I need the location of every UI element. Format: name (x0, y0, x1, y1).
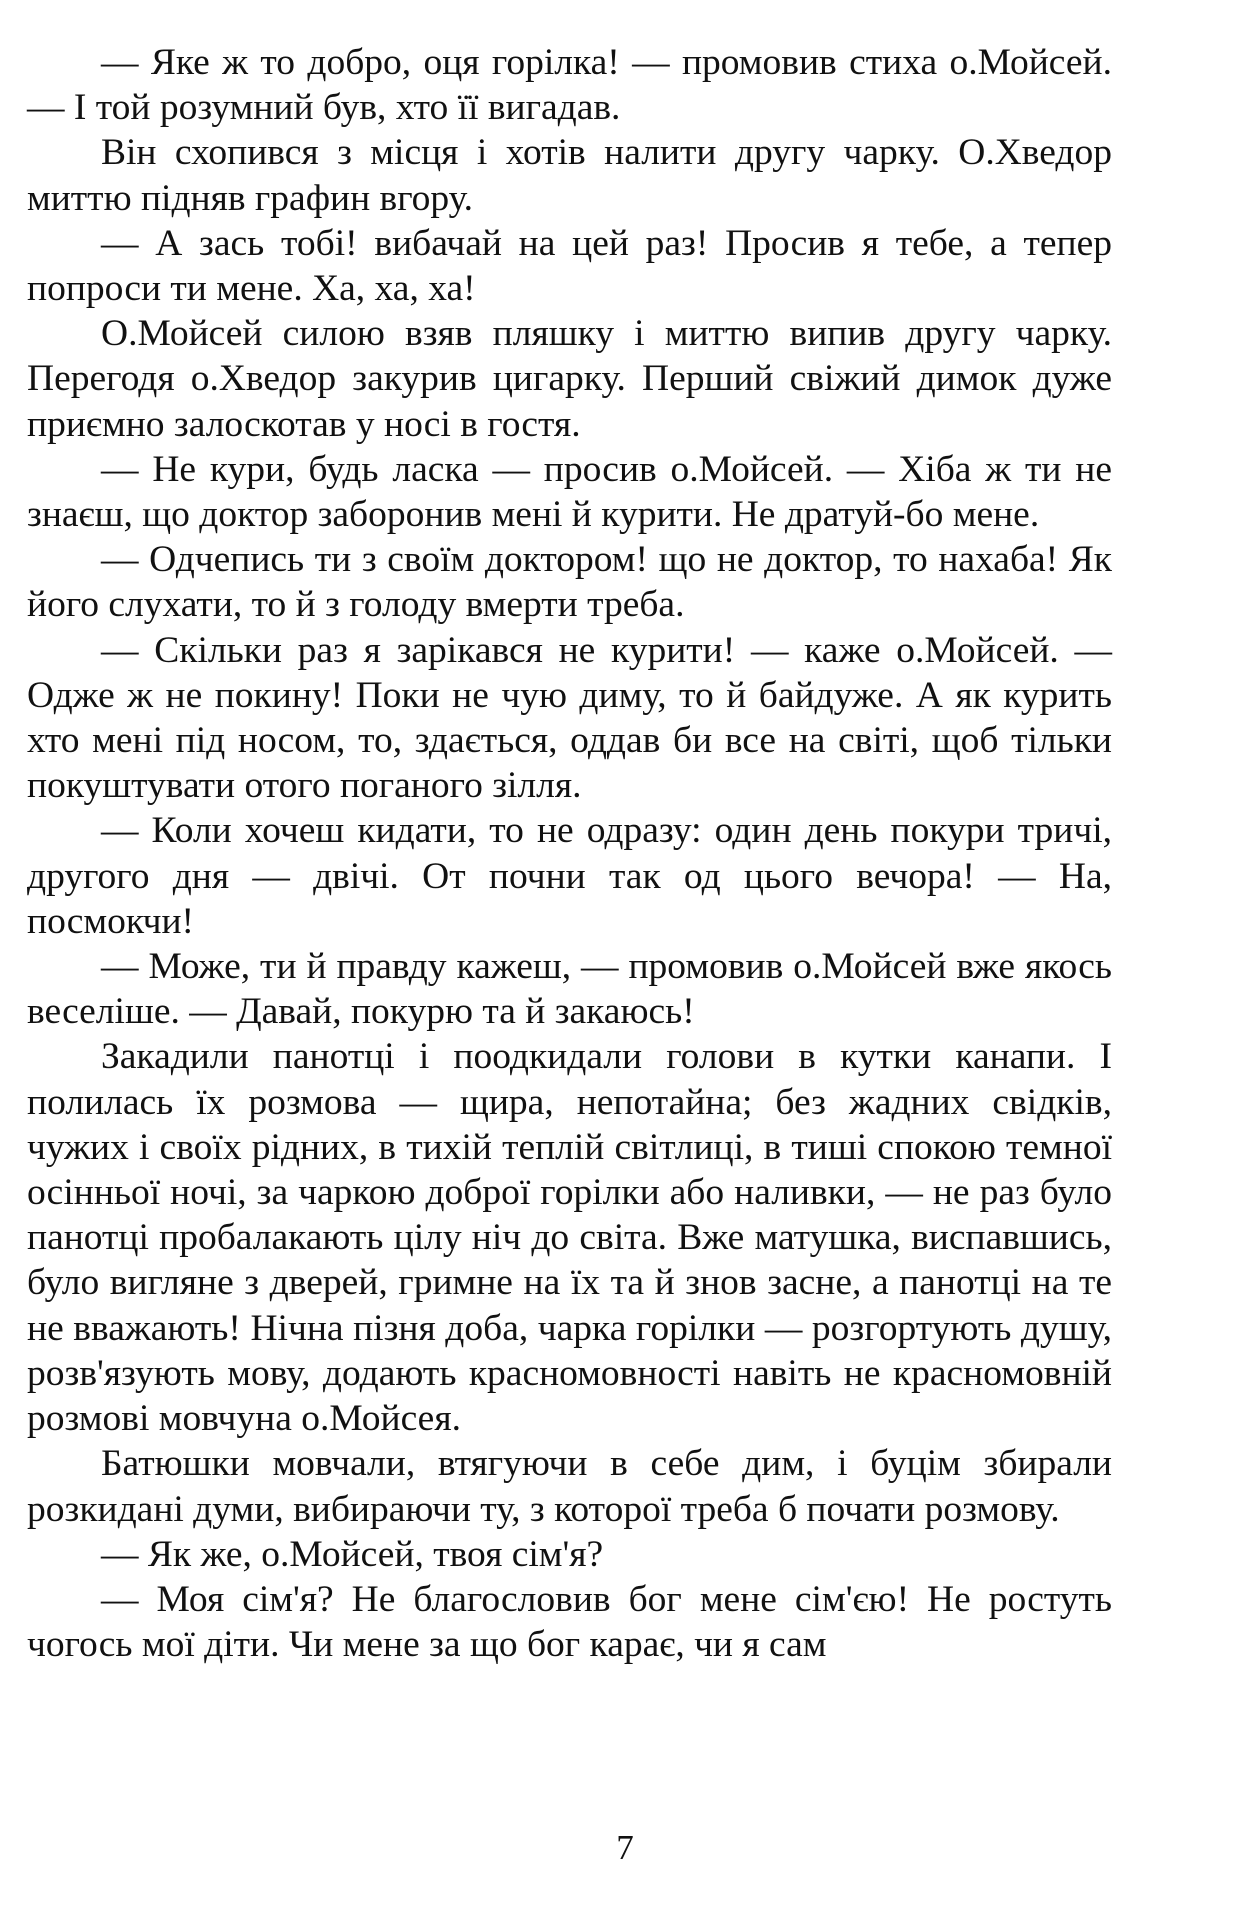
paragraph: — Може, ти й правду кажеш, — промовив о.Мойсей вже якось веселіше. — Давай, покурю та й закаюсь! (27, 946, 1112, 1033)
paragraph: Батюшки мовчали, втягуючи в себе дим, і буцім збирали розкидані думи, вибираючи ту, з которої треба б почати розмову. (27, 1443, 1112, 1530)
paragraph: О.Мойсей силою взяв пляшку і миттю випив другу чарку. Перегодя о.Хведор закурив цигарку. Перший свіжий димок дуже приємно залоскотав у носі в гостя. (27, 313, 1112, 445)
paragraph: — Коли хочеш кидати, то не одразу: один день покури тричі, другого дня — двічі. От почни так од цього вечора! — На, посмокчи! (27, 810, 1112, 942)
page-number: 7 (616, 1828, 634, 1867)
paragraph: — А зась тобі! вибачай на цей раз! Просив я тебе, а тепер попроси ти мене. Ха, ха, ха! (27, 222, 1112, 310)
paragraph: — Яке ж то добро, оця горілка! — промовив стиха о.Мойсей. — І той розумний був, хто її вигадав. (27, 42, 1112, 129)
paragraph: — Моя сім'я? Не благословив бог мене сім'єю! Не ростуть чогось мої діти. Чи мене за що бог карає, чи я сам (27, 1578, 1112, 1666)
paragraph: — Як же, о.Мойсей, твоя сім'я? (101, 1533, 604, 1575)
body-text (27, 40, 1112, 1667)
paragraph: — Не кури, будь ласка — просив о.Мойсей. — Хіба ж ти не знаєш, що доктор заборонив мені й курити. Не дратуй-бо мене. (27, 448, 1112, 536)
paragraph: — Одчепись ти з своїм доктором! що не доктор, то нахаба! Як його слухати, то й з голоду вмерти треба. (27, 539, 1112, 626)
paragraph: Він схопився з місця і хотів налити другу чарку. О.Хведор миттю підняв графин вгору. (27, 132, 1112, 219)
paragraph: Закадили панотці і поодкидали голови в кутки канапи. І полилась їх розмова — щира, непотайна; без жадних свідків, чужих і своїх рідних, в тихій теплій світлиці, в тиші спокою темної осінньої ночі, за чаркою доброї горілки або наливки, — не раз було панотці пробалакають цілу ніч до світа. Вже матушка, виспавшись, було вигляне з дверей, гримне на їх та й знов засне, а панотці на те не вважають! Нічна пізня доба, чарка горілки — розгортують душу, розв'язують мову, додають красномовності навіть не красномовній розмові мовчуна о.Мойсея. (27, 1036, 1112, 1440)
paragraph: — Скільки раз я зарікався не курити! — каже о.Мойсей. — Одже ж не покину! Поки не чую диму, то й байдуже. А як курить хто мені під носом, то, здається, оддав би все на світі, щоб тільки покуштувати отого поганого зілля. (27, 629, 1112, 807)
